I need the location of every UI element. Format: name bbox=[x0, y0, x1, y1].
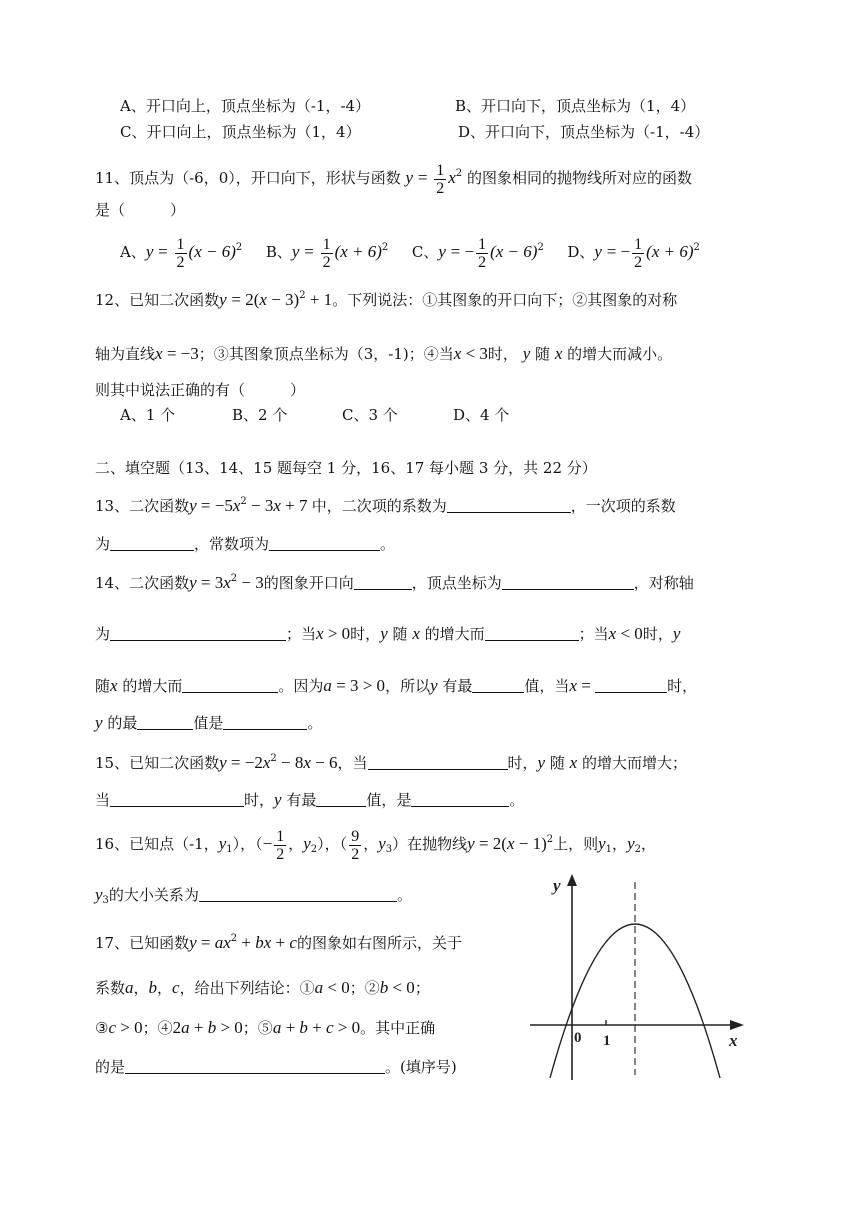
q14-line3: 随x 的增大而 。因为a = 3 > 0，所以y 有最 值，当x = 时， bbox=[95, 676, 698, 695]
q14-blank-4[interactable] bbox=[485, 625, 579, 641]
q10-option-d: D、开口向下，顶点坐标为（-1，-4） bbox=[458, 123, 710, 141]
q14-line4: y 的最 值是 。 bbox=[95, 713, 323, 732]
q14-line1: 14、二次函数$y = 3x^2 - 3$的图象开口向 ，顶点坐标为 ，对称轴 bbox=[95, 573, 694, 592]
q17-line2: 系数a，b，c，给出下列结论：①a < 0；②b < 0； bbox=[95, 978, 430, 997]
q14-blank-5[interactable] bbox=[182, 677, 278, 693]
q14-blank-3[interactable] bbox=[110, 625, 286, 641]
q15-blank-4[interactable] bbox=[411, 791, 509, 807]
q10-option-c: C、开口向上，顶点坐标为（1，4） bbox=[120, 123, 361, 141]
x-axis-arrow bbox=[730, 1020, 744, 1030]
q10-option-a: A、开口向上，顶点坐标为（-1，-4） bbox=[120, 97, 371, 115]
section-heading: 二、填空题（13、14、15 题每空 1 分，16、17 每小题 3 分，共 22 分） bbox=[95, 459, 597, 477]
q14-blank-9[interactable] bbox=[223, 714, 307, 730]
tick-label-1: 1 bbox=[603, 1033, 611, 1049]
q14-line2: 为 ；当x > 0时，y 随 x 的增大而 ；当x < 0时，y bbox=[95, 624, 681, 643]
q17-blank[interactable] bbox=[125, 1058, 385, 1074]
q17-line4: 的是 。(填序号) bbox=[95, 1058, 457, 1076]
q10-option-b: B、开口向下，顶点坐标为（1，4） bbox=[455, 97, 696, 115]
parabola-curve bbox=[550, 924, 720, 1078]
fraction-half: $\frac{1}{2}$ bbox=[436, 161, 445, 197]
q13-line1: 13、二次函数$y = -5x^2 - 3x + 7$ 中，二次项的系数为 ，一次项的系数 bbox=[95, 496, 676, 515]
origin-label: 0 bbox=[574, 1030, 582, 1046]
q12-option-c: C、3 个 bbox=[342, 406, 398, 424]
q12-line3: 则其中说法正确的有（ ） bbox=[95, 381, 306, 399]
q15-blank-2[interactable] bbox=[110, 791, 244, 807]
q17-line3: ③c > 0；④2a + b > 0；⑤a + b + c > 0。其中正确 bbox=[95, 1018, 436, 1037]
q15-blank-1[interactable] bbox=[368, 754, 508, 770]
q13-line2: 为 ，常数项为 。 bbox=[95, 535, 396, 553]
y-axis-label: y bbox=[553, 876, 561, 895]
y-axis-arrow bbox=[567, 874, 577, 886]
q16-line2: $y_3$的大小关系为 。 bbox=[95, 885, 412, 906]
q12-option-b: B、2 个 bbox=[232, 406, 288, 424]
q14-blank-7[interactable] bbox=[595, 677, 667, 693]
q15-line2: 当 时，y 有最 值，是 。 bbox=[95, 790, 525, 809]
q12-option-a: A、1 个 bbox=[120, 406, 176, 424]
q15-blank-3[interactable] bbox=[316, 791, 366, 807]
q11-options: A、y = $\frac{1}{2}$ $(x - 6)^2$ B、y = $\frac{1}{2}$ $(x + 6)^2$ C、y = − $\frac{1}{2}$ $(x - 6)^2$ D、y = − $\frac{1}{2}$ $(x + 6)^2$ bbox=[120, 235, 700, 271]
q14-blank-1[interactable] bbox=[354, 574, 412, 590]
q14-blank-8[interactable] bbox=[137, 714, 193, 730]
q12-option-d: D、4 个 bbox=[453, 406, 510, 424]
q16-line1: 16、已知点（-1，$y_1$），（− $\frac{1}{2}$ ，$y_2$），（ $\frac{9}{2}$ ，$y_3$）在抛物线$y = 2(x - 1)^2$上，则$y_1$，$y_2$， bbox=[95, 827, 656, 863]
q13-blank-1[interactable] bbox=[447, 497, 571, 513]
q14-blank-2[interactable] bbox=[502, 574, 634, 590]
q11-stem-cont: 是（ ） bbox=[95, 201, 186, 219]
x-axis-label: x bbox=[729, 1031, 738, 1050]
q14-blank-6[interactable] bbox=[472, 677, 524, 693]
q11-stem: 11、顶点为（-6，0），开口向下，形状与函数 y = $\frac{1}{2}$ $x^2$ 的图象相同的抛物线所对应的函数 bbox=[95, 161, 692, 197]
q16-blank[interactable] bbox=[199, 886, 397, 902]
q17-line1: 17、已知函数$y = ax^2$ + bx + c的图象如右图所示，关于 bbox=[95, 933, 462, 952]
parabola-graph bbox=[520, 870, 750, 1085]
q13-blank-3[interactable] bbox=[269, 535, 380, 551]
q12-line2: 轴为直线x = −3；③其图象顶点坐标为（3，-1)；④当x < 3时， y 随 x 的增大而减小。 bbox=[95, 344, 673, 363]
q15-line1: 15、已知二次函数$y = -2x^2 - 8x - 6$，当 时，y 随 x 的增大而增大； bbox=[95, 753, 687, 772]
q13-blank-2[interactable] bbox=[110, 535, 194, 551]
q12-line1: 12、已知二次函数$y = 2(x - 3)^2 + 1$。下列说法：①其图象的开口向下；②其图象的对称 bbox=[95, 290, 678, 309]
